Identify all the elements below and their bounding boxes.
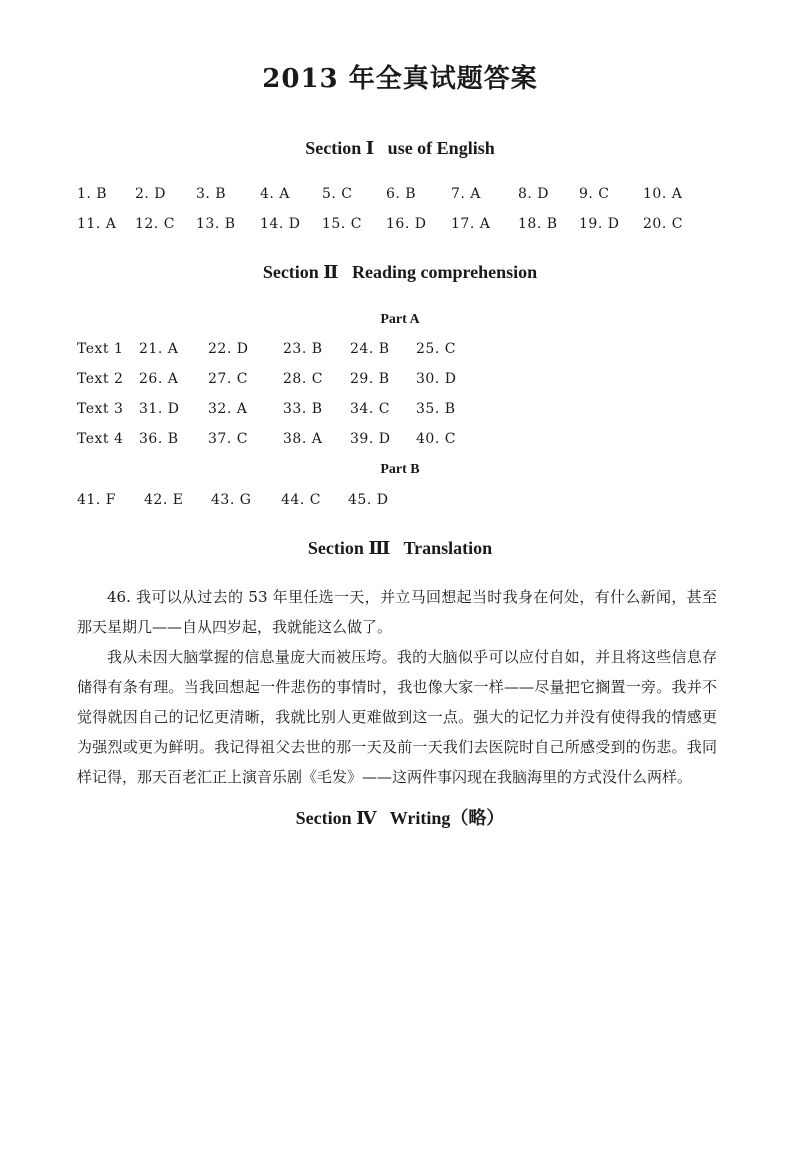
answer-item: 36. B — [139, 431, 179, 447]
answer-item: 18. B — [518, 216, 558, 232]
part-a-row-2 — [0, 371, 800, 391]
section-1-row-1 — [0, 186, 800, 206]
answer-item: 37. C — [208, 431, 248, 447]
answer-item: 32. A — [208, 401, 248, 417]
answer-item: 34. C — [350, 401, 390, 417]
part-a-row-1 — [0, 341, 800, 361]
answer-item: 41. F — [77, 492, 116, 508]
text-label: Text 4 — [77, 431, 124, 447]
answer-item: 16. D — [386, 216, 427, 232]
answer-item: 26. A — [139, 371, 179, 387]
answer-item: 19. D — [579, 216, 620, 232]
answer-item: 13. B — [196, 216, 236, 232]
answer-item: 2. D — [135, 186, 167, 202]
answer-item: 43. G — [211, 492, 252, 508]
answer-item: 14. D — [260, 216, 301, 232]
answer-item: 44. C — [281, 492, 321, 508]
answer-item: 45. D — [348, 492, 389, 508]
answer-item: 17. A — [451, 216, 491, 232]
answer-item: 25. C — [416, 341, 456, 357]
text-label: Text 3 — [77, 401, 124, 417]
answer-item: 42. E — [144, 492, 184, 508]
section-1-heading: Section Ⅰ use of English — [305, 138, 495, 158]
answer-item: 1. B — [77, 186, 108, 202]
answer-item: 38. A — [283, 431, 323, 447]
answer-item: 7. A — [451, 186, 481, 202]
answer-item: 23. B — [283, 341, 323, 357]
text-label: Text 2 — [77, 371, 124, 387]
answer-item: 33. B — [283, 401, 323, 417]
answer-item: 9. C — [579, 186, 610, 202]
answer-item: 3. B — [196, 186, 227, 202]
answer-item: 6. B — [386, 186, 417, 202]
answer-item: 20. C — [643, 216, 683, 232]
answer-item: 15. C — [322, 216, 362, 232]
answer-item: 24. B — [350, 341, 390, 357]
answer-item: 4. A — [260, 186, 290, 202]
answer-item: 8. D — [518, 186, 550, 202]
answer-item: 30. D — [416, 371, 457, 387]
answer-item: 39. D — [350, 431, 391, 447]
answer-item: 5. C — [322, 186, 353, 202]
section-4-heading: Section Ⅳ Writing（略） — [295, 808, 505, 828]
text-label: Text 1 — [77, 341, 124, 357]
answer-item: 31. D — [139, 401, 180, 417]
part-a-heading: Part A — [380, 312, 420, 327]
section-3-heading: Section Ⅲ Translation — [307, 538, 493, 558]
answer-item: 22. D — [208, 341, 249, 357]
translation-paragraph-2: 我从未因大脑掌握的信息量庞大而被压垮。我的大脑似乎可以应付自如，并且将这些信息存储得有条有理。当我回想起一件悲伤的事情时，我也像大家一样——尽量把它搁置一旁。我并不觉得就因自己的记忆更清晰，我就比别人更难做到这一点。强大的记忆力并没有使得我的情感更为强烈或更为鲜明。我记得祖父去世的那一天及前一天我们去医院时自己所感受到的伤悲。我同样记得，那天百老汇正上演音乐剧《毛发》——这两件事闪现在我脑海里的方式没什么两样。 — [77, 648, 717, 786]
translation-paragraph-1: 46. 我可以从过去的 53 年里任选一天，并立马回想起当时我身在何处，有什么新闻，甚至那天星期几——自从四岁起，我就能这么做了。 — [77, 588, 717, 636]
answer-item: 28. C — [283, 371, 323, 387]
section-2-heading: Section Ⅱ Reading comprehension — [262, 262, 538, 282]
part-a-row-4 — [0, 431, 800, 451]
answer-item: 10. A — [643, 186, 683, 202]
answer-item: 12. C — [135, 216, 175, 232]
answer-item: 29. B — [350, 371, 390, 387]
part-b-row — [0, 492, 800, 512]
part-b-heading: Part B — [380, 462, 420, 477]
page-title: 2013 年全真试题答案 — [262, 64, 538, 94]
answer-item: 11. A — [77, 216, 117, 232]
answer-item: 40. C — [416, 431, 456, 447]
part-a-row-3 — [0, 401, 800, 421]
answer-item: 35. B — [416, 401, 456, 417]
answer-item: 21. A — [139, 341, 179, 357]
answer-item: 27. C — [208, 371, 248, 387]
section-1-row-2 — [0, 216, 800, 236]
